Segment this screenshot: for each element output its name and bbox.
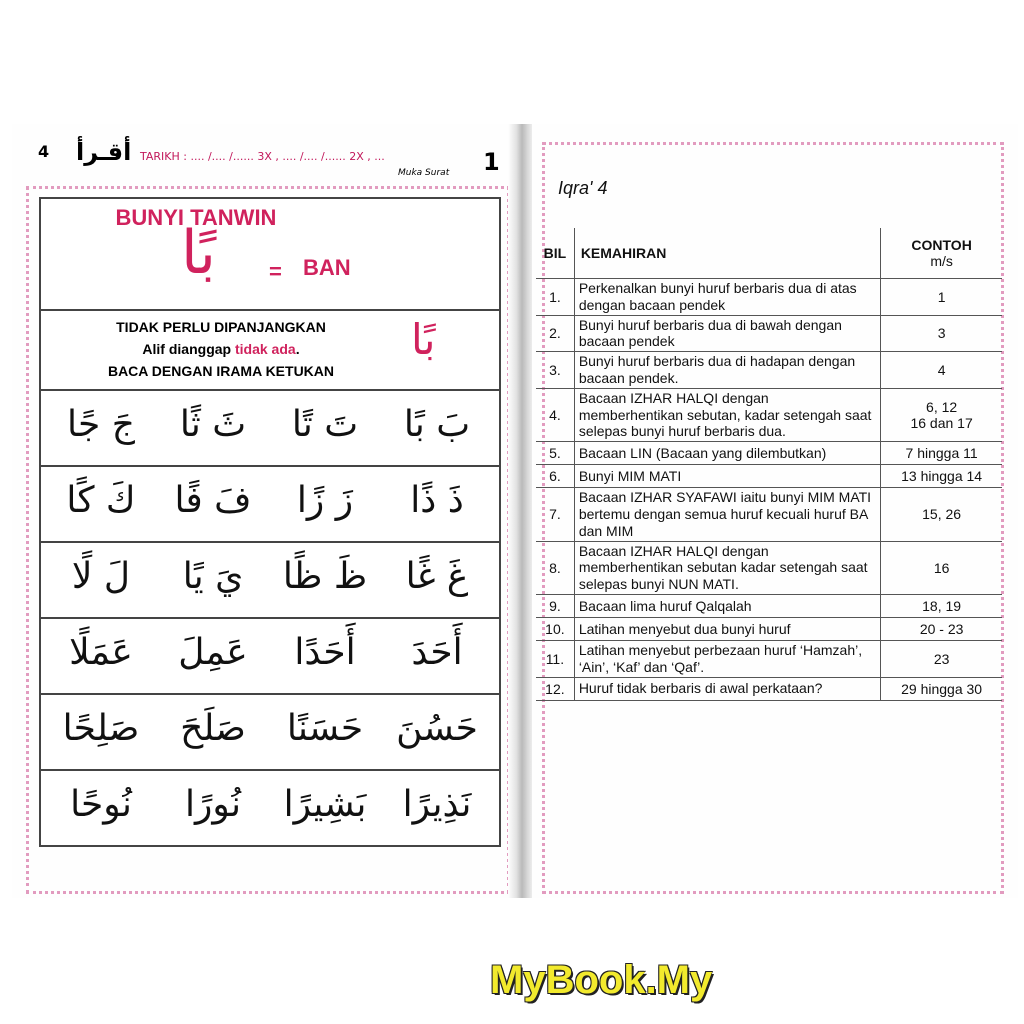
row-kemahiran: Bacaan IZHAR HALQI dengan memberhentikan sebutan, kadar setengah saat selepas bunyi huruf berbaris dua. — [574, 388, 880, 441]
row-kemahiran: Latihan menyebut perbezaan huruf ‘Hamzah’, ‘Ain’, ‘Kaf’ dan ‘Qaf’. — [574, 640, 880, 677]
table-row — [536, 488, 1002, 541]
rule-glyph: بًا — [411, 315, 436, 364]
letter-cell: زَ زًا — [296, 480, 354, 521]
right-page — [532, 124, 1018, 898]
rule-line-2-suffix: . — [295, 341, 300, 357]
table-row — [536, 677, 1002, 700]
table-row — [536, 541, 1002, 594]
table-row — [536, 315, 1002, 352]
row-contoh: 1 — [881, 279, 1002, 316]
letter-row — [41, 543, 499, 619]
tanwin-glyph: بًا — [181, 218, 216, 288]
row-bil: 10. — [536, 617, 574, 640]
tarikh-line: TARIKH : .... /.... /...... 3X , .... /.... /...... 2X , ... — [140, 150, 385, 163]
word-cell: أَحَدًا — [294, 632, 356, 673]
letter-cell: كَ كًا — [66, 480, 136, 521]
row-kemahiran: Bunyi MIM MATI — [574, 465, 880, 488]
letter-cell: غَ غًا — [405, 556, 469, 597]
row-contoh: 16 — [881, 541, 1002, 594]
table-row — [536, 617, 1002, 640]
row-contoh: 4 — [881, 352, 1002, 389]
table-header-row — [536, 228, 1002, 279]
row-contoh: 7 hingga 11 — [881, 442, 1002, 465]
rule-line-2 — [41, 341, 401, 357]
row-kemahiran: Bunyi huruf berbaris dua di bawah dengan bacaan pendek — [574, 315, 880, 352]
row-contoh: 13 hingga 14 — [881, 465, 1002, 488]
iqra-level-number: 4 — [38, 142, 50, 161]
word-cell: نُورًا — [184, 784, 241, 825]
table-row — [536, 388, 1002, 441]
letter-cell: ظَ ظًا — [282, 556, 368, 597]
header-contoh-label: CONTOH — [911, 237, 972, 253]
row-bil: 7. — [536, 488, 574, 541]
table-row — [536, 465, 1002, 488]
header-contoh-sub: m/s — [930, 253, 953, 269]
letter-row — [41, 771, 499, 845]
header-kemahiran: KEMAHIRAN — [574, 228, 880, 279]
tanwin-equals: = — [269, 259, 282, 284]
letter-row — [41, 619, 499, 695]
row-kemahiran: Bacaan LIN (Bacaan yang dilembutkan) — [574, 442, 880, 465]
rule-line-3: BACA DENGAN IRAMA KETUKAN — [107, 363, 335, 379]
header-contoh — [881, 228, 1002, 279]
muka-surat-label: Muka Surat — [398, 168, 450, 178]
left-decorative-frame — [26, 186, 510, 894]
word-cell: عَمَلًا — [69, 632, 133, 673]
word-cell: نَذِيرًا — [402, 784, 472, 825]
row-bil: 1. — [536, 279, 574, 316]
row-contoh: 18, 19 — [881, 594, 1002, 617]
letter-cell: فَ فًا — [174, 480, 252, 521]
row-kemahiran: Perkenalkan bunyi huruf berbaris dua di atas dengan bacaan pendek — [574, 279, 880, 316]
row-bil: 9. — [536, 594, 574, 617]
row-contoh: 15, 26 — [881, 488, 1002, 541]
word-cell: حَسَنًا — [286, 708, 364, 749]
word-cell: صَلَحَ — [180, 708, 246, 749]
row-contoh: 23 — [881, 640, 1002, 677]
right-page-title: Iqra' 4 — [558, 178, 608, 198]
rule-line-2-accent: tidak ada — [234, 341, 296, 357]
row-contoh: 3 — [881, 315, 1002, 352]
tanwin-section — [41, 199, 499, 311]
letter-row — [41, 391, 499, 467]
letter-cell: ذَ ذًا — [410, 480, 464, 521]
rule-line-2-prefix: Alif dianggap — [142, 341, 235, 357]
letter-cell: ثَ ثًا — [179, 404, 247, 445]
row-bil: 11. — [536, 640, 574, 677]
word-cell: نُوحًا — [70, 784, 132, 825]
table-row — [536, 594, 1002, 617]
row-kemahiran: Bacaan IZHAR SYAFAWI iaitu bunyi MIM MATI bertemu dengan semua huruf kecuali huruf BA dan MIM — [574, 488, 880, 541]
left-page — [12, 124, 517, 898]
tanwin-reading: BAN — [303, 255, 351, 280]
letter-row — [41, 695, 499, 771]
header-bil: BIL — [536, 228, 574, 279]
table-row — [536, 640, 1002, 677]
open-book — [12, 124, 1018, 1002]
row-kemahiran: Bacaan IZHAR HALQI dengan memberhentikan sebutan kadar setengah saat selepas bunyi NUN MATI. — [574, 541, 880, 594]
word-cell: صَلِحًا — [62, 708, 140, 749]
tanwin-title: BUNYI TANWIN — [115, 205, 277, 230]
letter-cell: جَ جًا — [67, 404, 135, 445]
row-bil: 2. — [536, 315, 574, 352]
word-cell: حَسُنَ — [396, 708, 478, 749]
row-bil: 5. — [536, 442, 574, 465]
row-kemahiran: Huruf tidak berbaris di awal perkataan? — [574, 677, 880, 700]
row-bil: 4. — [536, 388, 574, 441]
rules-section — [41, 311, 499, 391]
lesson-box — [39, 197, 501, 847]
row-bil: 6. — [536, 465, 574, 488]
row-contoh: 6, 12 16 dan 17 — [881, 388, 1002, 441]
table-row — [536, 352, 1002, 389]
word-cell: أَحَدَ — [411, 632, 463, 673]
letter-grid — [41, 391, 499, 845]
row-contoh: 29 hingga 30 — [881, 677, 1002, 700]
letter-cell: بَ بًا — [403, 404, 471, 445]
row-kemahiran: Bunyi huruf berbaris dua di hadapan dengan bacaan pendek. — [574, 352, 880, 389]
watermark-logo: MyBook.My — [490, 958, 713, 1002]
letter-cell: لَ لًا — [71, 556, 131, 597]
skills-table — [536, 228, 1002, 701]
muka-surat-number: 1 — [483, 148, 500, 176]
left-page-header — [38, 138, 504, 178]
letter-cell: يَ يًا — [182, 556, 244, 597]
word-cell: بَشِيرًا — [283, 784, 367, 825]
table-row — [536, 279, 1002, 316]
table-row — [536, 442, 1002, 465]
row-kemahiran: Latihan menyebut dua bunyi huruf — [574, 617, 880, 640]
row-bil: 8. — [536, 541, 574, 594]
row-contoh: 20 - 23 — [881, 617, 1002, 640]
rule-line-1: TIDAK PERLU DIPANJANGKAN — [116, 319, 326, 335]
row-bil: 3. — [536, 352, 574, 389]
row-bil: 12. — [536, 677, 574, 700]
letter-row — [41, 467, 499, 543]
letter-cell: تَ تًا — [291, 404, 359, 445]
iqra-arabic-title: أقـرأ — [76, 138, 132, 166]
row-kemahiran: Bacaan lima huruf Qalqalah — [574, 594, 880, 617]
word-cell: عَمِلَ — [178, 632, 248, 673]
